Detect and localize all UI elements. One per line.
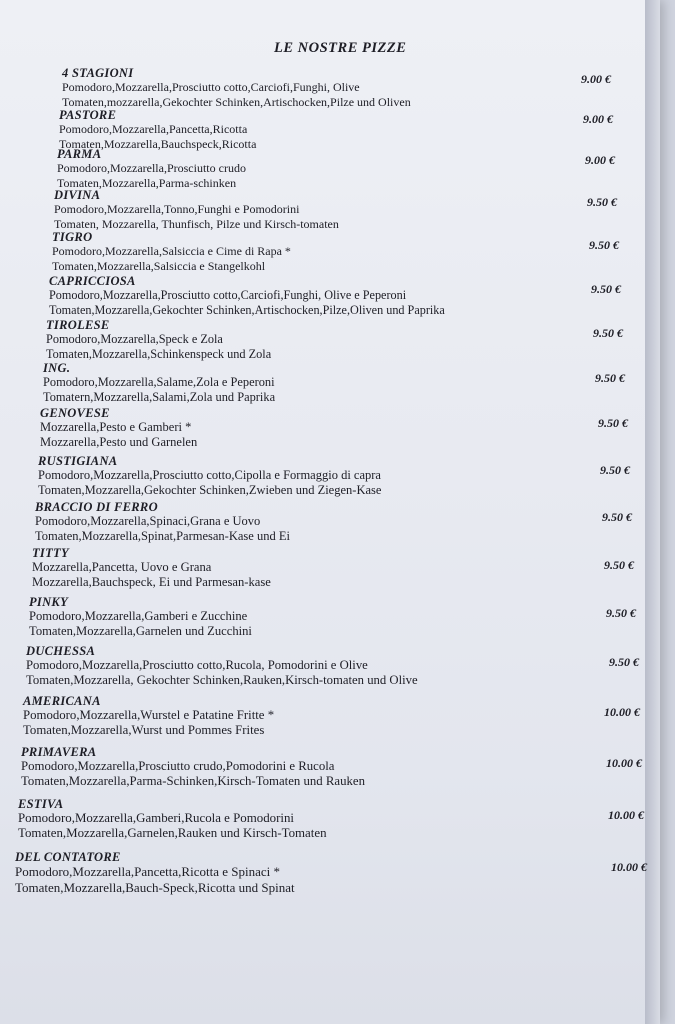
menu-item <box>40 407 197 450</box>
menu-item <box>18 798 327 842</box>
ingredients-german: Tomaten,Mozzarella,Parma-schinken <box>57 175 237 190</box>
ingredients-italian: Pomodoro,Mozzarella,Pancetta,Ricotta <box>59 122 248 136</box>
ingredients-italian: Mozzarella,Pesto e Gamberi * <box>40 420 192 434</box>
pizza-price: 10.00 € <box>606 756 642 770</box>
ingredients-german: Tomaten,Mozzarella,Salsiccia e Stangelkohl <box>52 258 266 273</box>
menu-item <box>21 746 365 790</box>
menu-item <box>62 67 411 109</box>
ingredients-italian: Pomodoro,Mozzarella,Wurstel e Patatine Fritte * <box>23 708 275 722</box>
pizza-price: 9.00 € <box>585 153 615 167</box>
pizza-price: 9.50 € <box>587 195 617 209</box>
pizza-name: PINKY <box>29 595 68 609</box>
pizza-name: GENOVESE <box>40 406 110 420</box>
pizza-price: 10.00 € <box>604 705 640 719</box>
pizza-price: 9.50 € <box>602 510 632 524</box>
pizza-name: BRACCIO DI FERRO <box>35 500 158 514</box>
pizza-price: 9.00 € <box>583 112 613 126</box>
menu-item <box>59 109 256 151</box>
pizza-price: 9.50 € <box>589 238 619 252</box>
ingredients-german: Tomaten,Mozzarella, Gekochter Schinken,Rauken,Kirsch-tomaten und Olive <box>26 673 418 688</box>
menu-item <box>26 645 418 688</box>
ingredients-italian: Pomodoro,Mozzarella,Tonno,Funghi e Pomodorini <box>54 202 300 216</box>
ingredients-italian: Pomodoro,Mozzarella,Prosciutto crudo,Pomodorini e Rucola <box>21 759 335 773</box>
ingredients-italian: Pomodoro,Mozzarella,Pancetta,Ricotta e Spinaci * <box>15 864 280 879</box>
ingredients-german: Tomaten,Mozzarella,Wurst und Pommes Frites <box>23 723 265 738</box>
ingredients-german: Tomaten,Mozzarella,Parma-Schinken,Kirsch-Tomaten und Rauken <box>21 774 365 789</box>
pizza-price: 9.50 € <box>591 282 621 296</box>
pizza-name: TITTY <box>32 546 69 560</box>
pizza-price: 9.50 € <box>600 463 630 477</box>
pizza-price: 9.50 € <box>593 326 623 340</box>
menu-item <box>32 547 271 590</box>
ingredients-german: Tomatern,Mozzarella,Salami,Zola und Paprika <box>43 389 276 404</box>
pizza-price: 10.00 € <box>611 860 647 874</box>
ingredients-italian: Pomodoro,Mozzarella,Prosciutto cotto,Cipolla e Formaggio di capra <box>38 468 381 482</box>
ingredients-italian: Pomodoro,Mozzarella,Prosciutto cotto,Rucola, Pomodorini e Olive <box>26 658 368 672</box>
ingredients-italian: Pomodoro,Mozzarella,Prosciutto crudo <box>57 161 246 175</box>
pizza-name: AMERICANA <box>23 694 101 708</box>
ingredients-german: Mozzarella,Bauchspeck, Ei und Parmesan-kase <box>32 575 271 590</box>
ingredients-german: Tomaten,Mozzarella,Garnelen und Zucchini <box>29 624 252 639</box>
ingredients-italian: Pomodoro,Mozzarella,Spinaci,Grana e Uovo <box>35 514 261 528</box>
pizza-name: DEL CONTATORE <box>15 850 121 864</box>
pizza-price: 9.50 € <box>598 416 628 430</box>
pizza-name: ING. <box>43 361 71 375</box>
pizza-name: PASTORE <box>59 108 117 122</box>
pizza-price: 10.00 € <box>608 808 644 822</box>
ingredients-italian: Mozzarella,Pancetta, Uovo e Grana <box>32 560 212 574</box>
ingredients-italian: Pomodoro,Mozzarella,Prosciutto cotto,Carciofi,Funghi, Olive <box>62 80 360 94</box>
ingredients-italian: Pomodoro,Mozzarella,Salsiccia e Cime di Rapa * <box>52 244 291 258</box>
ingredients-italian: Pomodoro,Mozzarella,Speck e Zola <box>46 332 223 346</box>
menu-item <box>29 596 252 639</box>
pizza-name: DUCHESSA <box>26 644 96 658</box>
menu-item <box>35 501 290 544</box>
pizza-price: 9.00 € <box>581 72 611 86</box>
pizza-name: TIROLESE <box>46 318 110 332</box>
ingredients-italian: Pomodoro,Mozzarella,Prosciutto cotto,Carciofi,Funghi, Olive e Peperoni <box>49 288 407 302</box>
menu-title: LE NOSTRE PIZZE <box>274 40 407 56</box>
ingredients-german: Tomaten,Mozzarella,Bauch-Speck,Ricotta und Spinat <box>15 879 295 895</box>
menu-item <box>49 275 445 317</box>
pizza-name: PRIMAVERA <box>21 745 97 759</box>
pizza-name: DIVINA <box>54 188 101 202</box>
menu-item <box>15 851 295 895</box>
pizza-price: 9.50 € <box>604 558 634 572</box>
menu-item <box>54 189 339 231</box>
pizza-price: 9.50 € <box>606 606 636 620</box>
ingredients-german: Tomaten,Mozzarella,Garnelen,Rauken und Kirsch-Tomaten <box>18 826 327 841</box>
menu-item <box>23 695 274 739</box>
pizza-name: CAPRICCIOSA <box>49 274 136 288</box>
ingredients-german: Tomaten,Mozzarella,Gekochter Schinken,Artischocken,Pilze,Oliven und Paprika <box>49 302 445 317</box>
menu-item <box>57 148 246 190</box>
ingredients-german: Tomaten,Mozzarella,Schinkenspeck und Zola <box>46 346 272 361</box>
pizza-price: 9.50 € <box>595 371 625 385</box>
ingredients-german: Tomaten,Mozzarella,Spinat,Parmesan-Kase und Ei <box>35 529 290 543</box>
ingredients-italian: Pomodoro,Mozzarella,Gamberi e Zucchine <box>29 609 248 623</box>
pizza-name: 4 STAGIONI <box>62 66 134 80</box>
ingredients-german: Tomaten,mozzarella,Gekochter Schinken,Artischocken,Pilze und Oliven <box>62 94 411 109</box>
ingredients-german: Tomaten,Mozzarella,Gekochter Schinken,Zwieben und Ziegen-Kase <box>38 483 382 497</box>
ingredients-italian: Pomodoro,Mozzarella,Gamberi,Rucola e Pomodorini <box>18 811 295 825</box>
menu-item <box>52 231 291 273</box>
ingredients-italian: Pomodoro,Mozzarella,Salame,Zola e Peperoni <box>43 375 275 389</box>
ingredients-german: Tomaten, Mozzarella, Thunfisch, Pilze und Kirsch-tomaten <box>54 216 339 231</box>
pizza-name: TIGRO <box>52 230 93 244</box>
pizza-name: RUSTIGIANA <box>38 454 118 468</box>
pizza-price: 9.50 € <box>609 655 639 669</box>
pizza-name: ESTIVA <box>18 797 64 811</box>
menu-item <box>43 362 275 405</box>
ingredients-german: Mozzarella,Pesto und Garnelen <box>40 435 198 449</box>
pizza-name: PARMA <box>57 147 102 161</box>
menu-item <box>38 455 381 498</box>
ingredients-german: Tomaten,Mozzarella,Bauchspeck,Ricotta <box>59 136 257 151</box>
menu-item <box>46 319 271 362</box>
